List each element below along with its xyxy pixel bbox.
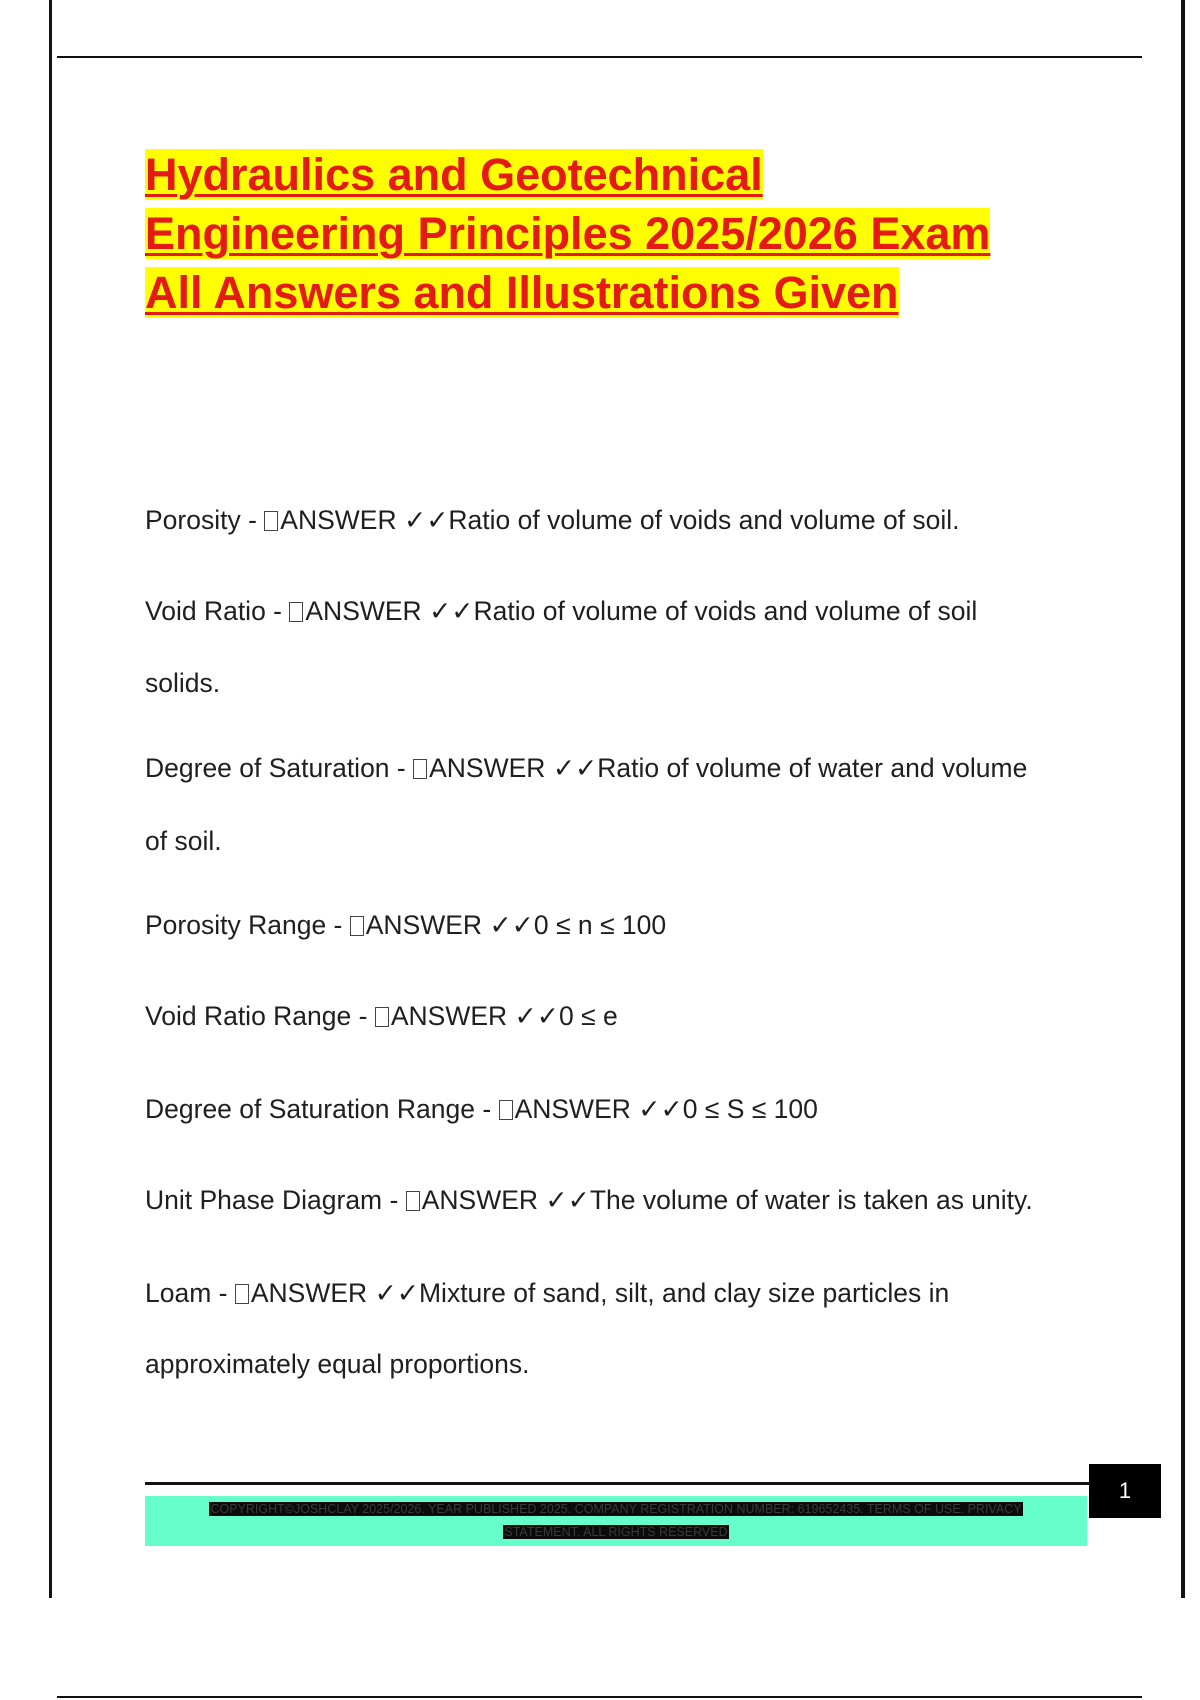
qa-entry-porosity: Porosity - ANSWER ✓✓Ratio of volume of voids and volume of soil. (145, 505, 960, 535)
document-title (145, 145, 1095, 322)
missing-glyph-icon (499, 1100, 513, 1120)
answer-marker: ANSWER (390, 1001, 508, 1031)
qa-entry-degree-of-saturation-range: Degree of Saturation Range - ANSWER ✓✓0 ≤ S ≤ 100 (145, 1094, 818, 1124)
entry-term: Degree of Saturation (145, 753, 390, 783)
double-check-icon: ✓✓ (489, 910, 534, 940)
missing-glyph-icon (406, 1191, 420, 1211)
entry-definition: The volume of water is taken as unity. (589, 1185, 1033, 1215)
copyright-line-1: COPYRIGHT©JOSHCLAY 2025/2026. YEAR PUBLISHED 2025. COMPANY REGISTRATION NUMBER: 619652435. TERMS OF USE. PRIVACY (210, 1502, 1022, 1516)
header-rule (57, 56, 1142, 58)
answer-marker: ANSWER (365, 910, 483, 940)
double-check-icon: ✓✓ (404, 505, 449, 535)
entry-term: Void Ratio Range (145, 1001, 352, 1031)
entry-term: Unit Phase Diagram (145, 1185, 383, 1215)
missing-glyph-icon (264, 511, 278, 531)
answer-marker: ANSWER (421, 1185, 539, 1215)
qa-entry-void-ratio-range: Void Ratio Range - ANSWER ✓✓0 ≤ e (145, 1001, 618, 1031)
double-check-icon: ✓✓ (545, 1185, 590, 1215)
entry-definition: 0 ≤ n ≤ 100 (533, 910, 667, 940)
missing-glyph-icon (413, 759, 427, 779)
missing-glyph-icon (350, 916, 364, 936)
title-line-3: All Answers and Illustrations Given (145, 267, 899, 318)
title-line-1: Hydraulics and Geotechnical (145, 149, 763, 200)
missing-glyph-icon (235, 1284, 249, 1304)
missing-glyph-icon (375, 1007, 389, 1027)
answer-marker: ANSWER (280, 505, 397, 535)
entry-term: Porosity Range (145, 910, 327, 940)
qa-entry-loam: Loam - ANSWER ✓✓Mixture of sand, silt, and clay size particles in (145, 1278, 950, 1308)
page-number: 1 (1089, 1464, 1161, 1518)
entry-term: Loam (145, 1278, 212, 1308)
entry-term: Degree of Saturation Range (145, 1094, 475, 1124)
qa-entry-degree-of-saturation-cont (145, 805, 1105, 877)
double-check-icon: ✓✓ (374, 1278, 419, 1308)
double-check-icon: ✓✓ (638, 1094, 683, 1124)
qa-entry-loam-cont (145, 1328, 1105, 1400)
entry-definition-cont: of soil. (145, 826, 222, 856)
qa-entry-porosity-range: Porosity Range - ANSWER ✓✓0 ≤ n ≤ 100 (145, 910, 667, 940)
answer-marker: ANSWER (250, 1278, 368, 1308)
qa-entry-degree-of-saturation: Degree of Saturation - ANSWER ✓✓Ratio of volume of water and volume (145, 753, 1028, 783)
title-line-2: Engineering Principles 2025/2026 Exam (145, 208, 991, 259)
entry-definition: 0 ≤ e (558, 1001, 618, 1031)
entry-definition: 0 ≤ S ≤ 100 (682, 1094, 818, 1124)
entry-term: Void Ratio (145, 596, 266, 626)
qa-entry-void-ratio-cont (145, 647, 1105, 719)
missing-glyph-icon (289, 602, 303, 622)
bottom-rule (57, 1696, 1142, 1698)
copyright-band (145, 1496, 1087, 1546)
footer-rule (145, 1482, 1089, 1485)
entry-definition-cont: approximately equal proportions. (145, 1349, 530, 1379)
double-check-icon: ✓✓ (429, 596, 474, 626)
double-check-icon: ✓✓ (552, 753, 598, 783)
answer-marker: ANSWER (305, 596, 422, 626)
qa-entry-unit-phase-diagram: Unit Phase Diagram - ANSWER ✓✓The volume of water is taken as unity. (145, 1185, 1033, 1215)
entry-term: Porosity (145, 505, 241, 535)
page-border-left (49, 0, 52, 1598)
copyright-line-2: STATEMENT. ALL RIGHTS RESERVED (504, 1525, 728, 1539)
entry-definition: Mixture of sand, silt, and clay size particles in (418, 1278, 950, 1308)
answer-marker: ANSWER (429, 753, 546, 783)
answer-marker: ANSWER (514, 1094, 631, 1124)
page-border-right (1181, 0, 1185, 1598)
entry-definition: Ratio of volume of water and volume (597, 753, 1028, 783)
entry-definition: Ratio of volume of voids and volume of soil (473, 596, 978, 626)
entry-definition: Ratio of volume of voids and volume of soil. (448, 505, 960, 535)
double-check-icon: ✓✓ (514, 1001, 559, 1031)
qa-entry-void-ratio: Void Ratio - ANSWER ✓✓Ratio of volume of voids and volume of soil (145, 596, 978, 626)
entry-definition-cont: solids. (145, 668, 221, 698)
